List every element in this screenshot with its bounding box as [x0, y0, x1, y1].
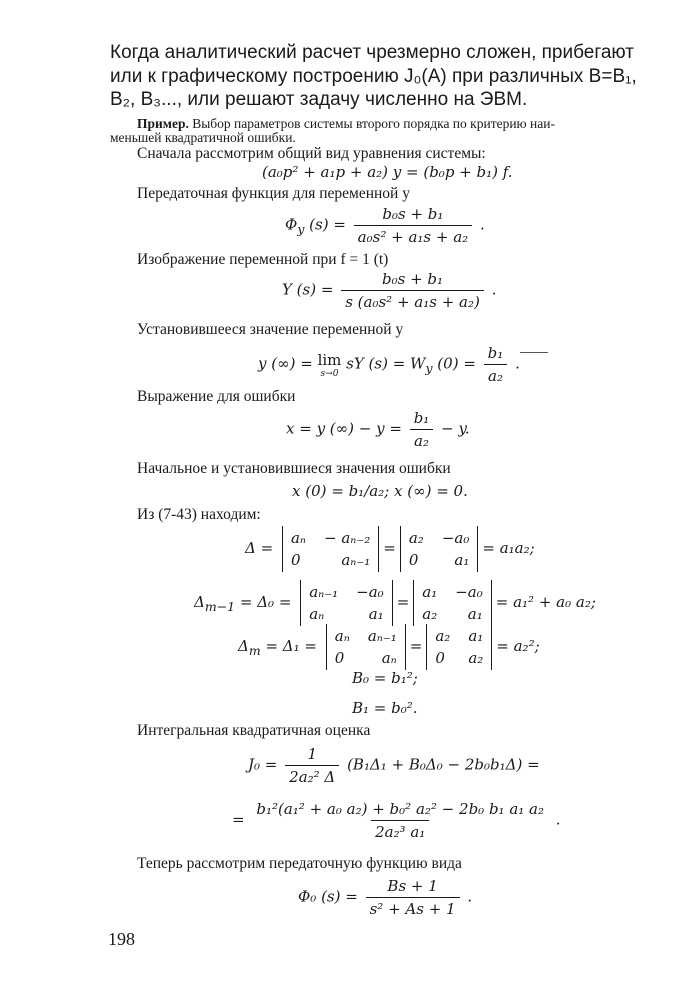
- delta-lhs: Δ =: [245, 539, 274, 557]
- fraction-numerator: b₁²(a₁² + a₀ a₂) + b₀² a₂² − 2b₀ b₁ a₁ a₂: [256, 800, 545, 818]
- dm-subscript: m: [248, 643, 261, 658]
- det-cell: 0: [435, 649, 445, 667]
- paragraph-steady: Установившееся значение переменной y: [137, 321, 404, 338]
- fraction-J0-expanded: [252, 800, 548, 841]
- det-cell: a₂: [468, 649, 484, 667]
- limit-middle: sY (s) = W: [346, 354, 426, 373]
- limit-w-subscript: y: [425, 360, 433, 376]
- example-label: Пример.: [137, 116, 189, 131]
- det-cell: 0: [334, 649, 345, 667]
- intro-line-2: или к графическому построению J₀(A) при различных B=B₁,: [110, 66, 637, 87]
- paragraph-now: Теперь рассмотрим передаточную функцию вида: [137, 855, 462, 872]
- paragraph-system: Сначала рассмотрим общий вид уравнения системы:: [137, 145, 486, 162]
- phi-subscript: y: [297, 221, 305, 237]
- dm-symbol: Δ: [238, 637, 249, 655]
- det-cell: aₙ₋₁: [367, 627, 397, 645]
- J0-lhs: J₀ =: [248, 755, 278, 774]
- paragraph-error: Выражение для ошибки: [137, 388, 296, 405]
- det-cell: a₂: [422, 605, 438, 623]
- equation-J0: [248, 745, 540, 786]
- dm1-symbol: Δ: [194, 593, 205, 611]
- equation-delta-m-minus-1: $\Delta_{m-1} = \Delta_0$ = aₙ₋₁ −a₀ aₙ a₁ = a₁ −a₀ a₂ a₁ = a₁² + a₀ a₂;: [194, 580, 596, 626]
- fraction-error: [410, 409, 434, 450]
- J0-expanded-lhs: =: [232, 810, 245, 829]
- limit-operator: [318, 351, 342, 379]
- fraction-denominator: a₀s² + a₁s + a₂: [354, 225, 473, 246]
- example-line-2: меньшей квадратичной ошибки.: [110, 130, 296, 145]
- fraction-numerator: 1: [307, 745, 317, 763]
- equation-delta: Δ = aₙ − aₙ₋₂ 0 aₙ₋₁ = a₂ −a₀ 0 a₁ = a₁a₂;: [245, 526, 535, 572]
- fraction-denominator: a₂: [484, 364, 507, 385]
- equation-phi-y: $\Phi_y$ (s) = $\frac{\text{b₀s + b₁}}{\text{a₀s² + a₁s + a₂}}$ .: [285, 205, 485, 246]
- fraction-numerator: b₁: [413, 409, 430, 427]
- equation-Y: Y (s) = $\frac{\text{b₀s + b₁}}{\text{s (a₀s² + a₁s + a₂)}}$ .: [282, 270, 497, 311]
- equation-limit: y (∞) = lim s→0 sY $(s) = W_y$ (0) = $\frac{\text{b₁}}{\text{a₂}}$ .: [258, 344, 520, 385]
- determinant-delta-general: [282, 526, 379, 572]
- example-text-1: Выбор параметров системы второго порядка по критерию наи-: [192, 116, 555, 131]
- determinant-delta-specific: [400, 526, 479, 572]
- delta-rhs: = a₁a₂;: [482, 539, 535, 557]
- phi0-lhs: Φ₀ (s) =: [298, 887, 358, 906]
- dm1-subscript: m−1: [204, 599, 236, 614]
- paragraph-integral: Интегральная квадратичная оценка: [137, 722, 371, 739]
- equation-delta-m: $\Delta_m = \Delta_1$ = aₙ aₙ₋₁ 0 aₙ = a₂ a₁ 0 a₂ = a₂²;: [238, 624, 540, 670]
- det-cell: −a₀: [455, 583, 483, 601]
- fraction-denominator: s (a₀s² + a₁s + a₂): [341, 290, 484, 311]
- determinant-dm-specific: [426, 624, 492, 670]
- det-cell: a₂: [435, 627, 451, 645]
- error-rhs: − y.: [441, 419, 470, 438]
- det-cell: 0: [408, 551, 419, 569]
- fraction-J0: [285, 745, 339, 786]
- determinant-dm-general: [326, 624, 406, 670]
- dm1-middle: = Δ₀ =: [235, 593, 292, 611]
- limit-subscript: s→0: [320, 368, 339, 379]
- intro-line-3: B₂, B₃..., или решают задачу численно на ЭВМ.: [110, 89, 528, 110]
- det-cell: a₁: [454, 551, 470, 569]
- equation-error: [286, 409, 470, 450]
- fraction-Y: [341, 270, 484, 311]
- equation-B0: B₀ = b₁²;: [352, 669, 418, 687]
- det-cell: − aₙ₋₂: [323, 529, 371, 547]
- paragraph-transfer: Передаточная функция для переменной y: [137, 185, 410, 202]
- det-cell: −a₀: [356, 583, 384, 601]
- det-cell: a₁: [467, 605, 483, 623]
- phi0-rhs: .: [467, 887, 473, 906]
- det-cell: 0: [290, 551, 301, 569]
- fraction-numerator: Bs + 1: [387, 877, 438, 895]
- fraction-phi0: [366, 877, 460, 918]
- det-cell: aₙ₋₁: [309, 583, 339, 601]
- det-cell: a₁: [468, 627, 484, 645]
- equation-B1: B₁ = b₀².: [352, 699, 418, 717]
- det-cell: aₙ: [290, 529, 306, 547]
- paragraph-image: Изображение переменной при f = 1 (t): [137, 251, 389, 268]
- fraction-phi-y: [354, 205, 473, 246]
- margin-mark: [520, 352, 548, 353]
- fraction-limit: [484, 344, 508, 385]
- fraction-numerator: b₀s + b₁: [382, 270, 444, 288]
- limit-middle-2: (0) =: [432, 354, 476, 373]
- paragraph-initial: Начальное и установившиеся значения ошибки: [137, 460, 451, 477]
- page-number: 198: [108, 929, 135, 949]
- dm1-rhs: = a₁² + a₀ a₂;: [495, 593, 596, 611]
- determinant-dm1-general: [300, 580, 392, 626]
- fraction-denominator: 2a₂² Δ: [285, 765, 339, 786]
- error-lhs: x = y (∞) − y =: [286, 419, 402, 438]
- equation-system: (a₀p² + a₁p + a₂) y = (b₀p + b₁) f.: [262, 163, 513, 181]
- phi-argument: (s) =: [304, 215, 346, 234]
- Y-lhs: Y (s) =: [282, 280, 334, 299]
- dm-middle: = Δ₁ =: [260, 637, 317, 655]
- det-cell: a₁: [422, 583, 438, 601]
- det-cell: aₙ: [381, 649, 397, 667]
- det-cell: aₙ: [309, 605, 325, 623]
- equation-phi0: [298, 877, 472, 918]
- J0-rhs: (B₁Δ₁ + B₀Δ₀ − 2b₀b₁Δ) =: [347, 755, 540, 774]
- det-cell: −a₀: [441, 529, 470, 547]
- intro-line-1: Когда аналитический расчет чрезмерно сложен, прибегают: [110, 42, 634, 63]
- phi-symbol: Φ: [285, 215, 298, 234]
- equation-initial: x (0) = b₁/a₂; x (∞) = 0.: [292, 482, 468, 500]
- dm-rhs: = a₂²;: [496, 637, 540, 655]
- determinant-dm1-specific: [413, 580, 492, 626]
- det-cell: aₙ: [334, 627, 350, 645]
- limit-lhs: y (∞) =: [258, 354, 313, 373]
- fraction-numerator: b₁: [487, 344, 504, 362]
- paragraph-from: Из (7-43) находим:: [137, 506, 261, 523]
- equation-J0-expanded: [232, 800, 561, 841]
- limit-word: lim: [317, 350, 342, 369]
- fraction-numerator: b₀s + b₁: [382, 205, 444, 223]
- fraction-denominator: a₂: [410, 429, 433, 450]
- fraction-denominator: s² + As + 1: [366, 897, 460, 918]
- det-cell: a₁: [368, 605, 384, 623]
- J0-expanded-rhs: .: [555, 810, 561, 829]
- det-cell: aₙ₋₁: [341, 551, 371, 569]
- fraction-denominator: 2a₂³ a₁: [371, 820, 429, 841]
- det-cell: a₂: [408, 529, 424, 547]
